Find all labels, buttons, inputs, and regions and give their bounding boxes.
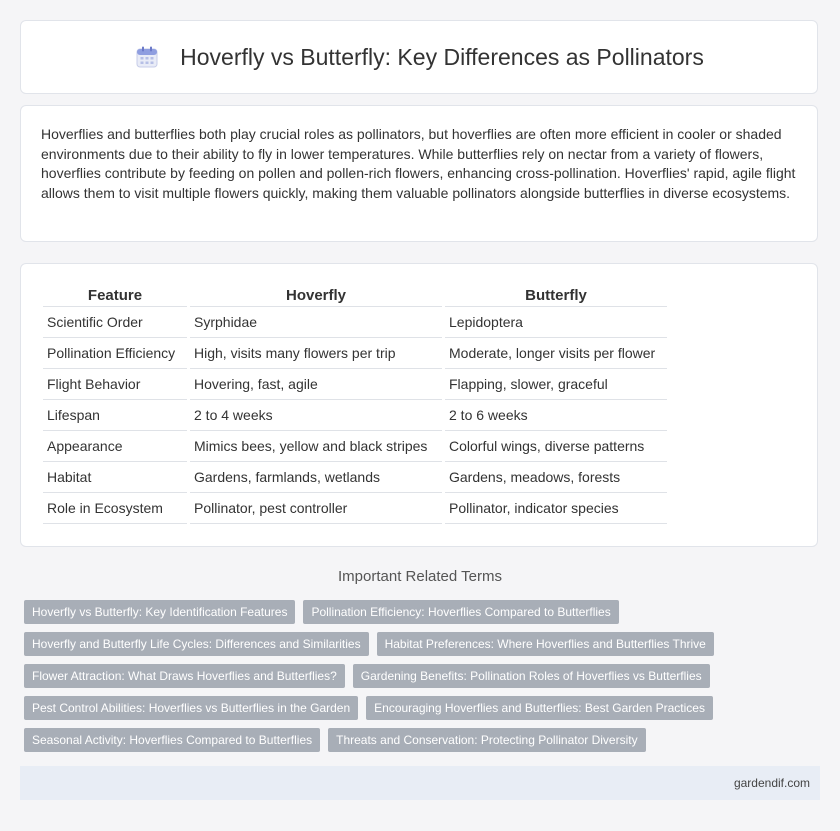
comparison-table	[40, 283, 670, 524]
tag-row	[24, 664, 824, 688]
table-cell: Gardens, meadows, forests	[445, 462, 667, 493]
table-row	[43, 462, 667, 493]
page-title-text: Hoverfly vs Butterfly: Key Differences as Pollinators	[180, 43, 704, 70]
table-cell: Pollinator, pest controller	[190, 493, 442, 524]
related-term-tag[interactable]: Habitat Preferences: Where Hoverflies and Butterflies Thrive	[377, 632, 714, 656]
table-cell: Habitat	[43, 462, 187, 493]
intro-card	[20, 105, 818, 242]
related-terms-title: Important Related Terms	[338, 568, 502, 585]
table-cell: Mimics bees, yellow and black stripes	[190, 431, 442, 462]
table-row	[43, 400, 667, 431]
table-cell: Gardens, farmlands, wetlands	[190, 462, 442, 493]
intro-text: Hoverflies and butterflies both play crucial roles as pollinators, but hoverflies are often more efficient in cooler or shaded environments due to their ability to fly in lower temperatures. While butterflies rely on nectar from a variety of flowers, hoverflies contribute by feeding on pollen and pollen-rich flowers, enhancing cross-pollination. Hoverflies' rapid, agile flight allows them to visit multiple flowers quickly, making them valuable pollinators alongside butterflies in diverse ecosystems.	[41, 126, 796, 201]
tag-row	[24, 600, 824, 624]
related-term-tag[interactable]: Pest Control Abilities: Hoverflies vs Butterflies in the Garden	[24, 696, 358, 720]
header-butterfly: Butterfly	[445, 283, 667, 307]
calendar-icon	[134, 44, 160, 70]
related-term-tag[interactable]: Gardening Benefits: Pollination Roles of Hoverflies vs Butterflies	[353, 664, 710, 688]
header-feature: Feature	[43, 283, 187, 307]
related-term-tag[interactable]: Pollination Efficiency: Hoverflies Compared to Butterflies	[303, 600, 618, 624]
table-cell: Moderate, longer visits per flower	[445, 338, 667, 369]
header-hoverfly: Hoverfly	[190, 283, 442, 307]
related-term-tag[interactable]: Threats and Conservation: Protecting Pollinator Diversity	[328, 728, 645, 752]
table-cell: Hovering, fast, agile	[190, 369, 442, 400]
related-term-tag[interactable]: Seasonal Activity: Hoverflies Compared to Butterflies	[24, 728, 320, 752]
table-row	[43, 431, 667, 462]
related-term-tag[interactable]: Hoverfly and Butterfly Life Cycles: Differences and Similarities	[24, 632, 369, 656]
title-card	[20, 20, 818, 94]
table-cell: Flapping, slower, graceful	[445, 369, 667, 400]
tag-row	[24, 632, 824, 656]
table-row	[43, 338, 667, 369]
table-cell: Colorful wings, diverse patterns	[445, 431, 667, 462]
table-cell: Lifespan	[43, 400, 187, 431]
page-title	[134, 44, 704, 71]
table-row	[43, 307, 667, 338]
table-cell: Pollinator, indicator species	[445, 493, 667, 524]
table-row	[43, 369, 667, 400]
table-cell: High, visits many flowers per trip	[190, 338, 442, 369]
table-cell: Appearance	[43, 431, 187, 462]
table-cell: 2 to 4 weeks	[190, 400, 442, 431]
table-cell: Syrphidae	[190, 307, 442, 338]
table-cell: 2 to 6 weeks	[445, 400, 667, 431]
footer	[20, 766, 820, 800]
related-term-tag[interactable]: Encouraging Hoverflies and Butterflies: Best Garden Practices	[366, 696, 713, 720]
table-row	[43, 493, 667, 524]
table-cell: Scientific Order	[43, 307, 187, 338]
table-cell: Pollination Efficiency	[43, 338, 187, 369]
table-cell: Flight Behavior	[43, 369, 187, 400]
comparison-table-card	[20, 263, 818, 547]
table-cell: Role in Ecosystem	[43, 493, 187, 524]
tag-row	[24, 728, 824, 752]
table-cell: Lepidoptera	[445, 307, 667, 338]
table-header-row	[43, 283, 667, 307]
related-term-tag[interactable]: Hoverfly vs Butterfly: Key Identification Features	[24, 600, 295, 624]
related-term-tag[interactable]: Flower Attraction: What Draws Hoverflies and Butterflies?	[24, 664, 345, 688]
related-terms-list	[24, 600, 824, 760]
tag-row	[24, 696, 824, 720]
footer-site-link[interactable]: gardendif.com	[733, 776, 810, 790]
